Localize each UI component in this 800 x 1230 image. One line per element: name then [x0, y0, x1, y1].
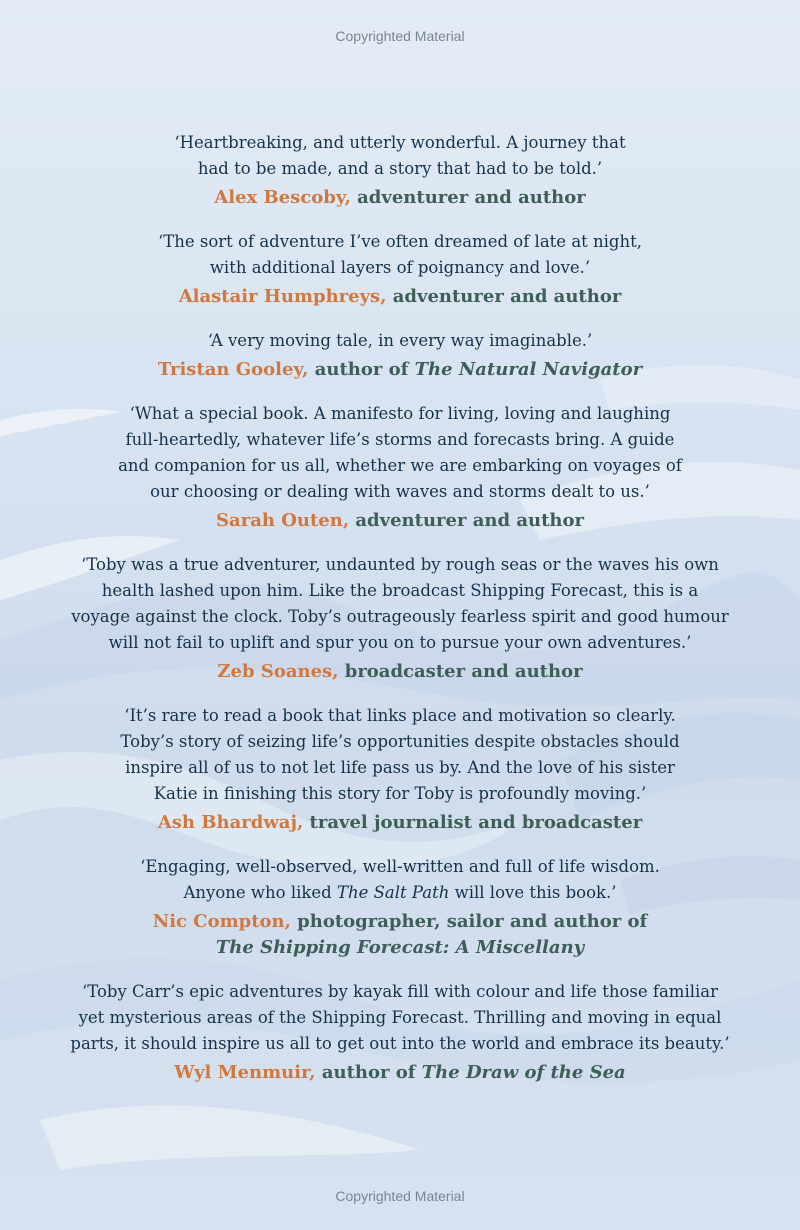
copyright-watermark-top: Copyrighted Material	[335, 28, 465, 44]
quote	[0, 130, 800, 182]
endorsement-menmuir	[0, 979, 800, 1086]
quote-line: ‘It’s rare to read a book that links place and motivation so clearly.	[124, 706, 676, 725]
endorsement-compton	[0, 854, 800, 961]
quote-line: with additional layers of poignancy and love.’	[209, 258, 591, 277]
author-role: author of	[315, 1062, 422, 1083]
attribution-line	[0, 185, 800, 211]
author-role: author of	[308, 359, 415, 380]
book-title: The Salt Path	[336, 883, 450, 902]
quote	[0, 854, 800, 906]
quote	[0, 229, 800, 281]
quote-line: ‘The sort of adventure I’ve often dreamed of late at night,	[158, 232, 642, 251]
attribution	[0, 508, 800, 534]
endorsement-gooley	[0, 328, 800, 383]
quote-line: yet mysterious areas of the Shipping Forecast. Thrilling and moving in equal	[78, 1008, 722, 1027]
quote	[0, 401, 800, 505]
attribution	[0, 909, 800, 961]
quote-line: ‘Toby was a true adventurer, undaunted by rough seas or the waves his own	[81, 555, 719, 574]
author-name: Nic Compton,	[152, 911, 291, 932]
attribution	[0, 1060, 800, 1086]
author-role: travel journalist and broadcaster	[303, 812, 643, 833]
quote-line: had to be made, and a story that had to be told.’	[197, 159, 603, 178]
author-role: adventurer and author	[350, 187, 586, 208]
author-name: Sarah Outen,	[216, 510, 350, 531]
quote	[0, 552, 800, 656]
attribution	[0, 810, 800, 836]
quote	[0, 979, 800, 1057]
attribution-line	[0, 909, 800, 935]
attribution	[0, 659, 800, 685]
quote-text: will love this book.’	[449, 883, 617, 902]
author-role: photographer, sailor and author of	[290, 911, 648, 932]
quote-line: and companion for us all, whether we are embarking on voyages of	[118, 456, 682, 475]
quote-line: will not fail to uplift and spur you on to pursue your own adventures.’	[108, 633, 692, 652]
quote-line: our choosing or dealing with waves and storms dealt to us.’	[150, 482, 650, 501]
author-name: Zeb Soanes,	[217, 661, 339, 682]
endorsements	[0, 130, 800, 1104]
quote-line: full-heartedly, whatever life’s storms and forecasts bring. A guide	[125, 430, 675, 449]
quote-line: voyage against the clock. Toby’s outrageously fearless spirit and good humour	[71, 607, 729, 626]
quote-line	[0, 880, 800, 906]
attribution-line	[0, 810, 800, 836]
endorsement-soanes	[0, 552, 800, 685]
author-name: Wyl Menmuir,	[174, 1062, 316, 1083]
quote-line: ‘A very moving tale, in every way imaginable.’	[207, 331, 593, 350]
endorsement-outen	[0, 401, 800, 534]
quote	[0, 328, 800, 354]
quote-line: inspire all of us to not let life pass us by. And the love of his sister	[125, 758, 675, 777]
quote	[0, 703, 800, 807]
book-title: The Shipping Forecast: A Miscellany	[215, 937, 585, 958]
wave-shape	[40, 1106, 420, 1170]
quote-line: Toby’s story of seizing life’s opportunities despite obstacles should	[120, 732, 680, 751]
attribution-line	[0, 357, 800, 383]
attribution-line	[0, 508, 800, 534]
quote-line: Katie in finishing this story for Toby is profoundly moving.’	[153, 784, 647, 803]
endorsement-humphreys	[0, 229, 800, 310]
quote-line: ‘Toby Carr’s epic adventures by kayak fill with colour and life those familiar	[81, 982, 719, 1001]
attribution	[0, 284, 800, 310]
author-role: broadcaster and author	[338, 661, 583, 682]
quote-line: parts, it should inspire us all to get out into the world and embrace its beauty.’	[70, 1034, 730, 1053]
book-title: The Natural Navigator	[414, 359, 643, 380]
copyright-watermark-bottom: Copyrighted Material	[335, 1188, 465, 1204]
endorsement-bescoby	[0, 130, 800, 211]
author-name: Alex Bescoby,	[214, 187, 351, 208]
author-name: Ash Bhardwaj,	[157, 812, 304, 833]
endorsement-bhardwaj	[0, 703, 800, 836]
attribution-line	[0, 284, 800, 310]
attribution-line	[0, 1060, 800, 1086]
author-name: Tristan Gooley,	[157, 359, 309, 380]
attribution-line	[0, 659, 800, 685]
attribution	[0, 185, 800, 211]
author-role: adventurer and author	[386, 286, 622, 307]
quote-line: ‘What a special book. A manifesto for living, loving and laughing	[129, 404, 671, 423]
attribution	[0, 357, 800, 383]
book-title: The Draw of the Sea	[421, 1062, 626, 1083]
quote-line: ‘Heartbreaking, and utterly wonderful. A journey that	[174, 133, 626, 152]
quote-line: ‘Engaging, well-observed, well-written and full of life wisdom.	[140, 857, 660, 876]
author-name: Alastair Humphreys,	[178, 286, 387, 307]
quote-line: health lashed upon him. Like the broadcast Shipping Forecast, this is a	[101, 581, 699, 600]
quote-text: Anyone who liked	[183, 883, 337, 902]
author-role: adventurer and author	[349, 510, 584, 531]
